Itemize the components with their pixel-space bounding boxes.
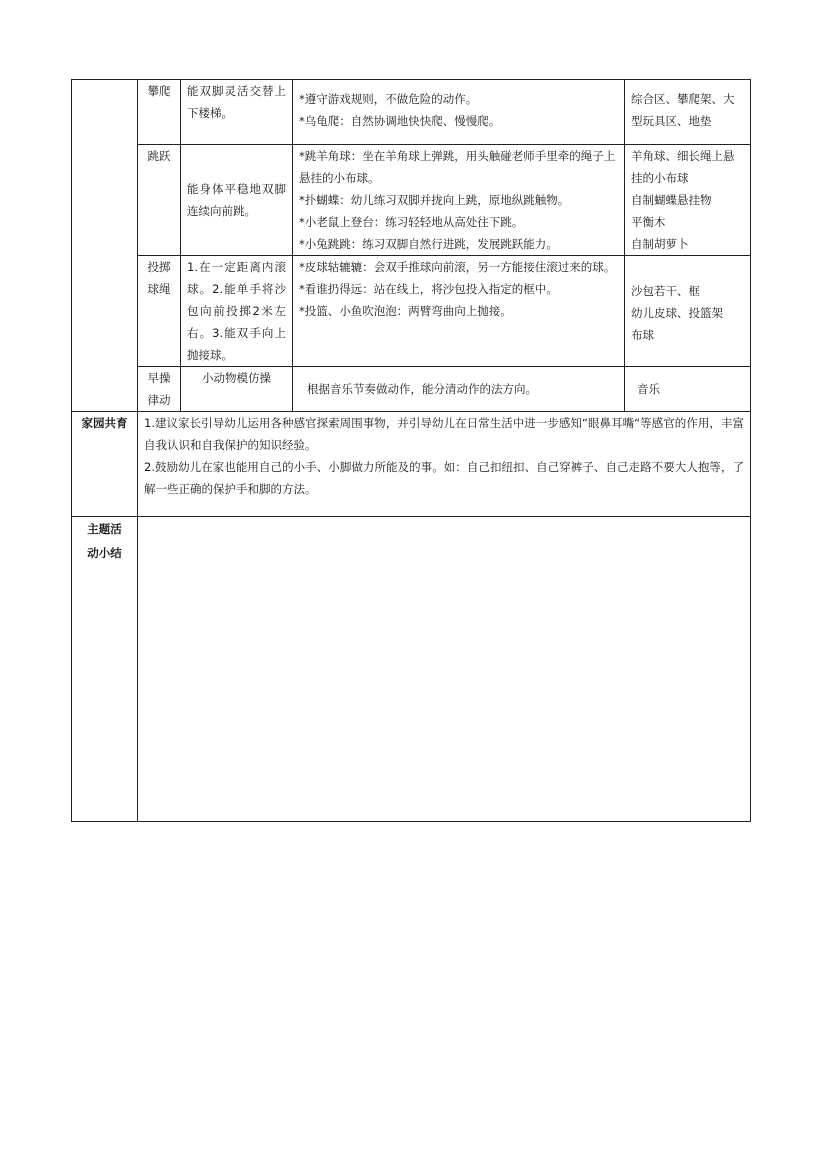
- family-content: [138, 412, 751, 517]
- activity-line: *皮球轱辘辘：会双手推球向前滚，另一方能接住滚过来的球。: [299, 260, 616, 274]
- materials-cell: [625, 145, 751, 256]
- activity-line: *小兔跳跳：练习双脚自然行进跳，发展跳跃能力。: [299, 237, 558, 251]
- category-cell: 投掷球绳: [138, 256, 181, 367]
- summary-label: 主题活动小结: [72, 517, 138, 822]
- section-blank-cell: [72, 80, 138, 412]
- goal-cell: 小动物模仿操: [181, 367, 293, 412]
- activity-line: *遵守游戏规则，不做危险的动作。: [299, 92, 478, 106]
- table-row: [72, 145, 751, 256]
- family-label: 家园共育: [72, 412, 138, 517]
- activity-line: *看谁扔得远：站在线上，将沙包投入指定的框中。: [299, 282, 558, 296]
- goal-cell: 能双脚灵活交替上下楼梯。: [181, 80, 293, 145]
- table-row: [72, 367, 751, 412]
- material-line: 沙包若干、框: [631, 284, 700, 298]
- category-cell: 攀爬: [138, 80, 181, 145]
- summary-content: [138, 517, 751, 822]
- activity-line: *投篮、小鱼吹泡泡：两臂弯曲向上抛接。: [299, 304, 512, 318]
- table-row: [72, 412, 751, 517]
- materials-cell: [625, 256, 751, 367]
- category-cell: 早操律动: [138, 367, 181, 412]
- category-cell: 跳跃: [138, 145, 181, 256]
- material-line: 平衡木: [631, 215, 666, 229]
- activity-line: *小老鼠上登台：练习轻轻地从高处往下跳。: [299, 215, 524, 229]
- family-item: 2.鼓励幼儿在家也能用自己的小手、小脚做力所能及的事。如：自己扣纽扣、自己穿裤子、自己走路不要大人抱等，了解一些正确的保护手和脚的方法。: [144, 460, 744, 496]
- activities-cell: [293, 80, 625, 145]
- activity-plan-table: [71, 79, 751, 822]
- activities-cell: [293, 256, 625, 367]
- table-row: [72, 517, 751, 822]
- material-line: 幼儿皮球、投篮架: [631, 306, 723, 320]
- goal-cell: 1.在一定距离内滚球。2.能单手将沙包向前投掷2米左右。3.能双手向上抛接球。: [181, 256, 293, 367]
- activities-cell: 根据音乐节奏做动作，能分清动作的法方向。: [293, 367, 625, 412]
- material-line: 布球: [631, 328, 654, 342]
- family-item: 1.建议家长引导幼儿运用各种感官探索周围事物，并引导幼儿在日常生活中进一步感知“眼鼻耳嘴“等感官的作用，丰富自我认识和自我保护的知识经验。: [144, 416, 744, 452]
- table-row: [72, 256, 751, 367]
- activity-line: *乌龟爬：自然协调地快快爬、慢慢爬。: [299, 114, 501, 128]
- activity-line: *扑蝴蝶：幼儿练习双脚并拢向上跳，原地纵跳触物。: [299, 193, 570, 207]
- material-line: 羊角球、细长绳上悬挂的小布球: [631, 149, 735, 185]
- material-line: 自制蝴蝶悬挂物: [631, 193, 712, 207]
- activity-line: *跳羊角球：坐在羊角球上弹跳，用头触碰老师手里牵的绳子上悬挂的小布球。: [299, 149, 616, 185]
- activities-cell: [293, 145, 625, 256]
- materials-cell: 音乐: [625, 367, 751, 412]
- material-line: 自制胡萝卜: [631, 237, 689, 251]
- goal-cell: 能身体平稳地双脚连续向前跳。: [181, 145, 293, 256]
- table-row: [72, 80, 751, 145]
- materials-cell: 综合区、攀爬架、大型玩具区、地垫: [625, 80, 751, 145]
